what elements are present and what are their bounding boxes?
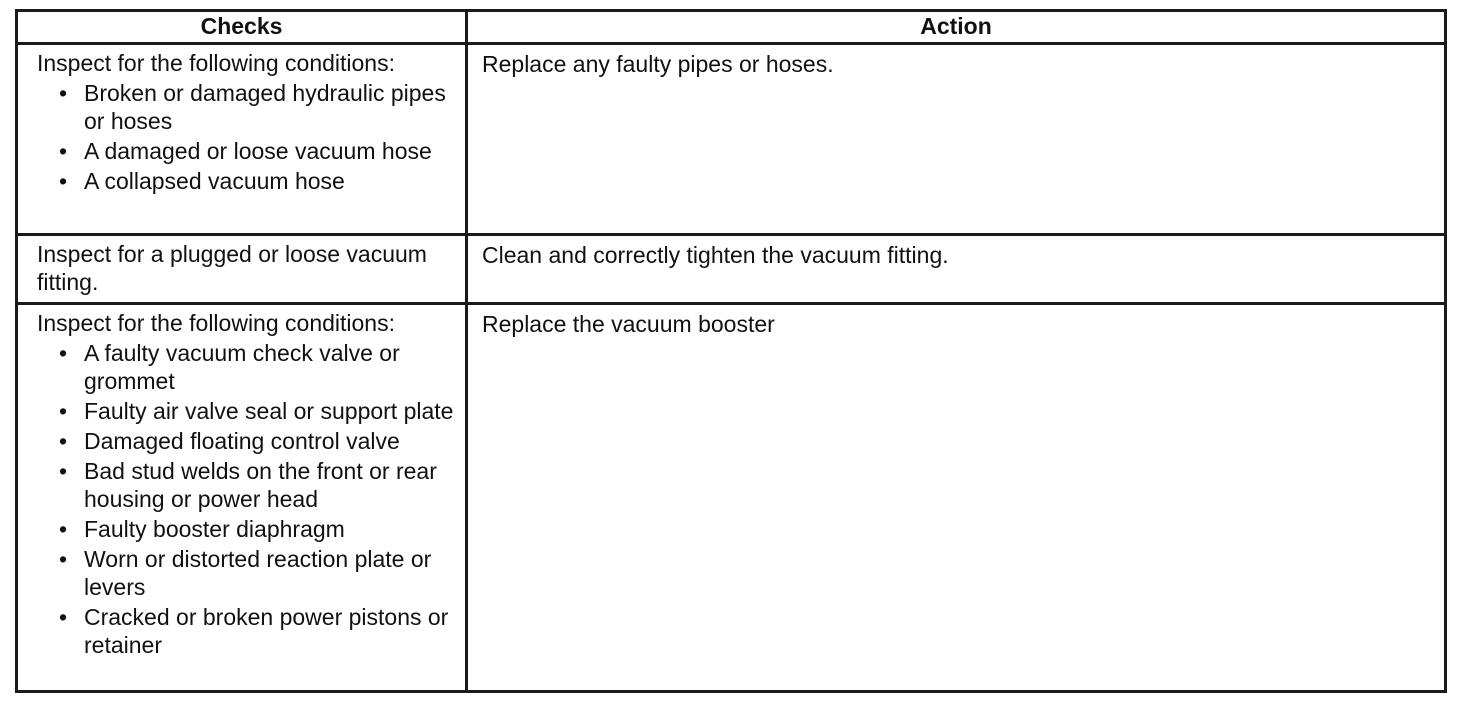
bullet-icon: •: [59, 138, 68, 164]
bullet-icon: •: [59, 80, 68, 106]
checks-cell: [17, 235, 467, 304]
bullet-icon: •: [59, 516, 68, 542]
check-item: [59, 137, 459, 165]
check-item-text: A collapsed vacuum hose: [84, 168, 345, 194]
checks-action-table-container: [15, 9, 1444, 693]
check-item: [59, 427, 459, 455]
check-item-text: Damaged floating control valve: [84, 428, 400, 454]
check-item-text: Cracked or broken power pistons or retainer: [84, 604, 449, 658]
check-intro-text: Inspect for the following conditions:: [37, 310, 395, 336]
bullet-icon: •: [59, 168, 68, 194]
check-item-text: Bad stud welds on the front or rear housing or power head: [84, 458, 437, 512]
check-item-text: Worn or distorted reaction plate or levers: [84, 546, 432, 600]
check-item-text: Faulty air valve seal or support plate: [84, 398, 454, 424]
check-item: [59, 515, 459, 543]
check-item: [59, 603, 459, 659]
bullet-icon: •: [59, 398, 68, 424]
check-item-text: Faulty booster diaphragm: [84, 516, 345, 542]
table-header-row: [17, 11, 1446, 44]
check-item: [59, 397, 459, 425]
checks-action-table: [15, 9, 1447, 693]
table-row: [17, 304, 1446, 692]
check-item: [59, 79, 459, 135]
check-item-text: A faulty vacuum check valve or grommet: [84, 340, 400, 394]
check-item: [59, 545, 459, 601]
action-column-header: Action: [467, 11, 1446, 44]
check-items-list: [37, 339, 459, 659]
bullet-icon: •: [59, 428, 68, 454]
action-cell: Clean and correctly tighten the vacuum fitting.: [467, 235, 1446, 304]
table-row: [17, 235, 1446, 304]
checks-cell: [17, 304, 467, 692]
check-item: [59, 339, 459, 395]
action-cell: Replace any faulty pipes or hoses.: [467, 44, 1446, 235]
bullet-icon: •: [59, 340, 68, 366]
check-item-text: Broken or damaged hydraulic pipes or hoses: [84, 80, 446, 134]
check-item-text: A damaged or loose vacuum hose: [84, 138, 432, 164]
checks-column-header: Checks: [17, 11, 467, 44]
checks-cell: [17, 44, 467, 235]
bullet-icon: •: [59, 546, 68, 572]
table-row: [17, 44, 1446, 235]
action-cell: Replace the vacuum booster: [467, 304, 1446, 692]
bullet-icon: •: [59, 458, 68, 484]
check-intro-text: Inspect for a plugged or loose vacuum fitting.: [37, 241, 427, 295]
check-items-list: [37, 79, 459, 195]
check-item: [59, 457, 459, 513]
check-item: [59, 167, 459, 195]
bullet-icon: •: [59, 604, 68, 630]
check-intro-text: Inspect for the following conditions:: [37, 50, 395, 76]
